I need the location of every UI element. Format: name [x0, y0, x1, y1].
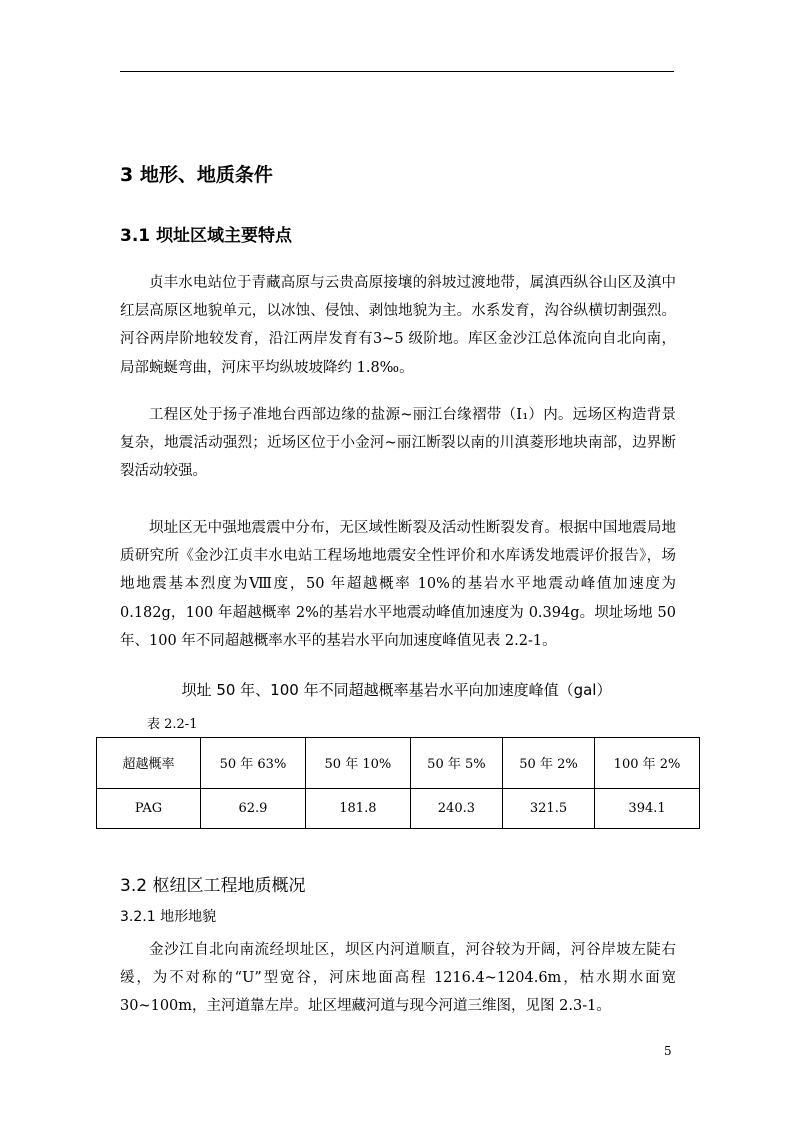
table-caption: 坝址 50 年、100 年不同超越概率基岩水平向加速度峰值（gal）	[181, 681, 612, 699]
table-cell: 181.8	[305, 788, 410, 828]
header-rule	[120, 71, 674, 72]
table-row	[97, 788, 700, 828]
table-cell: PAG	[97, 788, 201, 828]
table-cell: 100 年 2%	[595, 738, 700, 789]
acceleration-table	[96, 737, 700, 829]
table-cell: 394.1	[595, 788, 700, 828]
paragraph-2: 工程区处于扬子准地台西部边缘的盐源~丽江台缘褶带（Ⅰ₁）内。远场区构造背景复杂，地震活动强烈；近场区位于小金河~丽江断裂以南的川滇菱形地块南部，边界断裂活动较强。	[120, 407, 676, 480]
table-cell: 240.3	[410, 788, 502, 828]
table-cell: 50 年 63%	[201, 738, 306, 789]
table-cell: 321.5	[502, 788, 594, 828]
paragraph-4: 金沙江自北向南流经坝址区，坝区内河道顺直，河谷较为开阔，河谷岸坡左陡右缓，为不对称的“U”型宽谷，河床地面高程 1216.4~1204.6m，枯水期水面宽 30~100m，主河道靠左岸。址区埋藏河道与现今河道三维图，见图 2.3-1。	[120, 942, 676, 1015]
table-header-row	[97, 738, 700, 789]
section-heading-3-2-1: 3.2.1 地形地貌	[120, 909, 217, 925]
table-cell: 62.9	[201, 788, 306, 828]
table-cell: 50 年 10%	[305, 738, 410, 789]
table-number: 表 2.2-1	[147, 717, 198, 732]
section-heading-3: 3 地形、地质条件	[120, 164, 273, 186]
paragraph-1: 贞丰水电站位于青藏高原与云贵高原接壤的斜坡过渡地带，属滇西纵谷山区及滇中红层高原区地貌单元，以冰蚀、侵蚀、剥蚀地貌为主。水系发育，沟谷纵横切割强烈。河谷两岸阶地较发育，沿江两岸发育有3~5 级阶地。库区金沙江总体流向自北向南，局部蜿蜒弯曲，河床平均纵坡坡降约 1.8‰。	[120, 275, 676, 376]
section-heading-3-2: 3.2 枢纽区工程地质概况	[120, 876, 306, 896]
table-cell: 50 年 2%	[502, 738, 594, 789]
table-cell: 50 年 5%	[410, 738, 502, 789]
section-heading-3-1: 3.1 坝址区域主要特点	[120, 226, 293, 246]
table-cell: 超越概率	[97, 738, 201, 789]
page-number: 5	[664, 1044, 672, 1058]
paragraph-3: 坝址区无中强地震震中分布，无区域性断裂及活动性断裂发育。根据中国地震局地质研究所《金沙江贞丰水电站工程场地地震安全性评价和水库诱发地震评价报告》，场地地震基本烈度为Ⅷ度，50 年超越概率 10%的基岩水平地震动峰值加速度为 0.182g，100 年超越概率 2%的基岩水平地震动峰值加速度为 0.394g。坝址场地 50 年、100 年不同超越概率水平的基岩水平向加速度峰值见表 2.2-1。	[120, 520, 676, 649]
